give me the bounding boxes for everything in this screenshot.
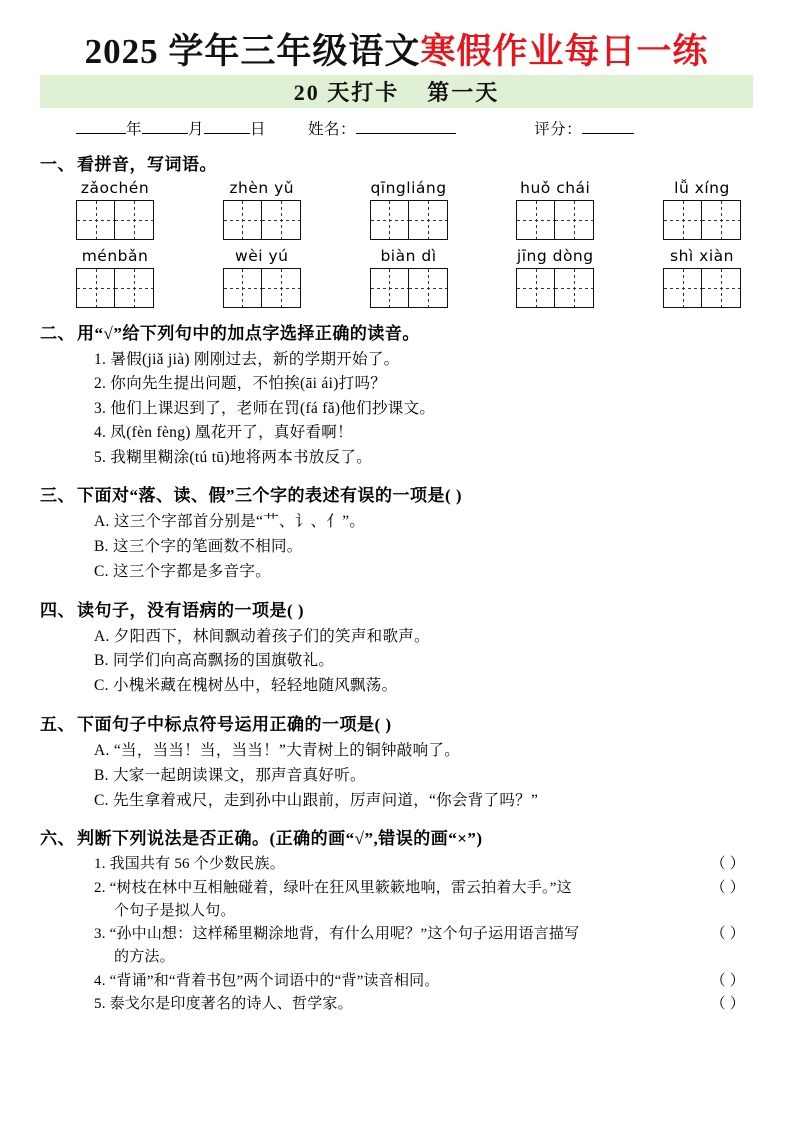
section-1-title: 看拼音，写词语。	[77, 154, 217, 174]
section-4-number: 四、	[40, 600, 75, 620]
pinyin-cell	[516, 247, 594, 308]
section-1-number: 一、	[40, 154, 75, 174]
pinyin-cell	[223, 247, 301, 308]
answer-parenthesis[interactable]: （ ）	[710, 995, 745, 1012]
option-item[interactable]: B. 同学们向高高飘扬的国旗敬礼。	[94, 652, 335, 670]
true-false-text: 1. 我国共有 56 个少数民族。	[94, 856, 285, 873]
pinyin-cell	[76, 247, 154, 308]
section-2-heading	[40, 319, 753, 344]
tianzige-box[interactable]	[370, 200, 448, 240]
month-label: 月	[188, 120, 205, 138]
pinyin-row-1	[40, 179, 753, 240]
pinyin-text: zǎochén	[80, 178, 150, 197]
option-item[interactable]: B. 大家一起朗读课文，那声音真好听。	[94, 766, 366, 784]
score-label: 评分：	[534, 120, 583, 138]
true-false-item[interactable]	[40, 993, 753, 1016]
true-false-text: 2. “树枝在林中互相触碰着，绿叶在狂风里簌簌地响，雷云拍着大手。”这	[94, 879, 572, 896]
pinyin-grid-block	[40, 179, 753, 308]
answer-parenthesis[interactable]: （ ）	[710, 972, 745, 989]
true-false-item[interactable]	[40, 923, 753, 946]
option-item[interactable]: C. 小槐米藏在槐树丛中，轻轻地随风飘荡。	[94, 677, 398, 695]
pinyin-text: huǒ chái	[520, 178, 591, 197]
title-black-part: 2025 学年三年级语文	[84, 32, 421, 71]
true-false-text: 4. “背诵”和“背着书包”两个词语中的“背”读音相同。	[94, 972, 440, 989]
year-blank[interactable]	[76, 120, 126, 139]
question-item[interactable]: 5. 我糊里糊涂(tú tū)地将两本书放反了。	[94, 448, 373, 466]
pinyin-text: wèi yú	[235, 246, 289, 265]
pinyin-cell	[663, 247, 741, 308]
band-right-text: 第一天	[427, 79, 500, 105]
section-3-number: 三、	[40, 486, 75, 506]
tianzige-box[interactable]	[516, 268, 594, 308]
pinyin-text: shì xiàn	[670, 246, 734, 265]
page-title	[40, 34, 753, 71]
tianzige-box[interactable]	[76, 268, 154, 308]
option-item[interactable]: C. 这三个字都是多音字。	[94, 562, 271, 580]
pinyin-text: biàn dì	[380, 246, 437, 265]
section-6-number: 六、	[40, 829, 75, 849]
question-item[interactable]: 1. 暑假(jiǎ jià) 刚刚过去，新的学期开始了。	[94, 350, 400, 368]
true-false-item[interactable]	[40, 970, 753, 993]
pinyin-text: qīngliáng	[370, 178, 447, 197]
pinyin-cell	[516, 179, 594, 240]
tianzige-box[interactable]	[663, 200, 741, 240]
tianzige-box[interactable]	[516, 200, 594, 240]
true-false-text: 5. 泰戈尔是印度著名的诗人、哲学家。	[94, 995, 353, 1012]
section-2-number: 二、	[40, 323, 75, 343]
option-item[interactable]: C. 先生拿着戒尺，走到孙中山跟前，厉声问道，“你会背了吗？”	[94, 791, 539, 809]
tianzige-box[interactable]	[370, 268, 448, 308]
question-item[interactable]: 4. 凤(fèn fèng) 凰花开了，真好看啊！	[94, 424, 353, 442]
section-3-title: 下面对“落、读、假”三个字的表述有误的一项是( )	[77, 486, 463, 506]
pinyin-cell	[663, 179, 741, 240]
question-item[interactable]: 2. 你向先生提出问题，不怕挨(āi ái)打吗？	[94, 375, 387, 393]
true-false-item[interactable]	[40, 853, 753, 876]
section-2-title: 用“√”给下列句中的加点字选择正确的读音。	[77, 323, 420, 343]
section-1-heading	[40, 150, 753, 175]
name-label: 姓名：	[308, 120, 357, 138]
section-6-title: 判断下列说法是否正确。(正确的画“√”,错误的画“×”)	[77, 829, 483, 849]
true-false-text: 3. “孙中山想：这样稀里糊涂地背，有什么用呢？”这个句子运用语言描写	[94, 926, 580, 943]
score-blank[interactable]	[582, 120, 634, 139]
section-5-title: 下面句子中标点符号运用正确的一项是( )	[77, 714, 392, 734]
tianzige-box[interactable]	[663, 268, 741, 308]
answer-parenthesis[interactable]: （ ）	[710, 879, 745, 896]
day-label: 日	[250, 120, 267, 138]
band-left-text: 20 天打卡	[293, 79, 400, 105]
pinyin-cell	[370, 247, 448, 308]
true-false-continuation: 个句子是拟人句。	[114, 902, 236, 919]
pinyin-cell	[223, 179, 301, 240]
pinyin-cell	[370, 179, 448, 240]
answer-parenthesis[interactable]: （ ）	[710, 856, 745, 873]
pinyin-text: jīng dòng	[516, 246, 594, 265]
year-label: 年	[126, 120, 143, 138]
question-item[interactable]: 3. 他们上课迟到了，老师在罚(fá fǎ)他们抄课文。	[94, 399, 436, 417]
name-blank[interactable]	[356, 120, 456, 139]
tianzige-box[interactable]	[223, 200, 301, 240]
section-4-title: 读句子，没有语病的一项是( )	[77, 600, 305, 620]
section-6-heading	[40, 824, 753, 849]
pinyin-text: lǚ xíng	[674, 178, 730, 197]
title-red-part: 寒假作业每日一练	[420, 32, 709, 71]
pinyin-text: zhèn yǔ	[229, 178, 295, 197]
day-blank[interactable]	[204, 120, 250, 139]
option-item[interactable]: A. 夕阳西下，林间飘动着孩子们的笑声和歌声。	[94, 627, 430, 645]
true-false-continuation: 的方法。	[114, 949, 175, 966]
pinyin-row-2	[40, 247, 753, 308]
pinyin-text: ménbǎn	[81, 246, 149, 265]
subtitle-band	[40, 75, 753, 108]
pinyin-cell	[76, 179, 154, 240]
section-3-heading	[40, 481, 753, 506]
section-4-heading	[40, 596, 753, 621]
month-blank[interactable]	[142, 120, 188, 139]
section-5-heading	[40, 710, 753, 735]
true-false-item[interactable]	[40, 877, 753, 900]
option-item[interactable]: B. 这三个字的笔画数不相同。	[94, 537, 303, 555]
option-item[interactable]: A. “当，当当！当，当当！”大青树上的铜钟敲响了。	[94, 741, 461, 759]
student-info-line	[40, 117, 753, 139]
option-item[interactable]: A. 这三个字部首分别是“艹、讠、亻”。	[94, 513, 366, 531]
tianzige-box[interactable]	[223, 268, 301, 308]
answer-parenthesis[interactable]: （ ）	[710, 926, 745, 943]
section-5-number: 五、	[40, 714, 75, 734]
tianzige-box[interactable]	[76, 200, 154, 240]
